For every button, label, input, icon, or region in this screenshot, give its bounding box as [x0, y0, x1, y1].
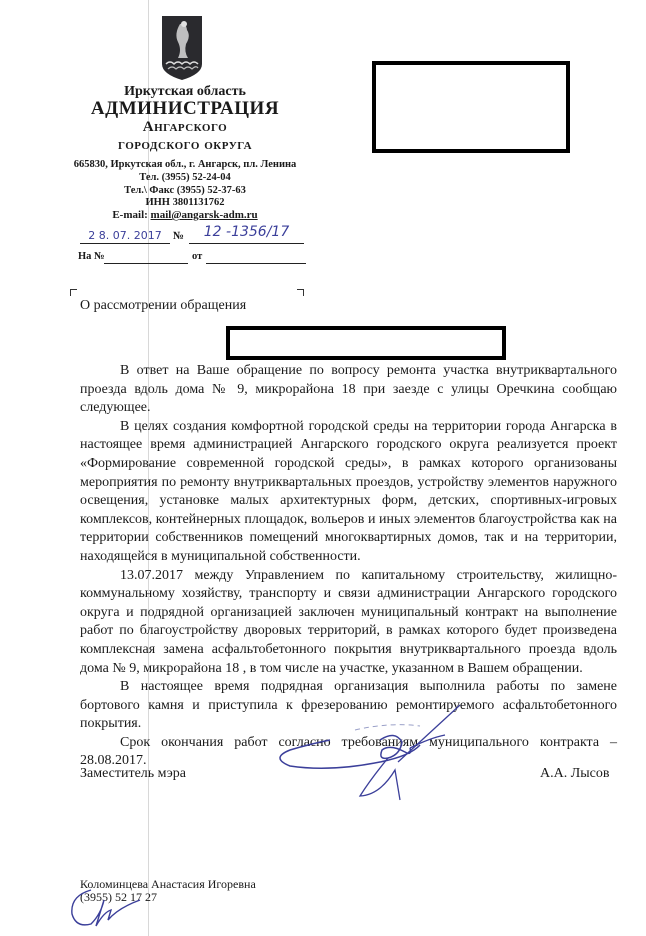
header-email [60, 209, 310, 221]
registration-number: 12 -1356/17 [189, 224, 304, 244]
body-paragraph: 13.07.2017 между Управлением по капитальному строительству, жилищно-коммунальному хозяйству, транспорту и связи администрации Ангарского городского округа и подрядной организацией заключен муниципальный контракт на выполнение работ по благоустройству дворовых территорий, в рамках которого будет произведена комплексная замена асфальтобетонного покрытия внутриквартального проезда вдоль дома № 9, микрорайона 18 , в том числе на участке, указанном в Вашем обращении. [80, 567, 617, 676]
body-paragraph: В настоящее время подрядная организация выполнила работы по замене бортового камня и приступила к фрезерованию ремонтируемого асфальтобетонного покрытия. [80, 679, 617, 732]
executor-phone: (3955) 52 17 27 [80, 890, 157, 904]
header-admin: АДМИНИСТРАЦИЯ [90, 98, 280, 119]
registration-date: 2 8. 07. 2017 [80, 229, 170, 244]
header-fax: Тел.\ Факс (3955) 52-37-63 [124, 185, 246, 196]
executor-name: Коломинцева Анастасия Игоревна [80, 877, 256, 891]
header-address: 665830, Иркутская обл., г. Ангарск, пл. Ленина [73, 159, 297, 170]
signatory-name: А.А. Лысов [540, 766, 610, 781]
body-paragraph: Срок окончания работ согласно требованиям муниципального контракта – 28.08.2017. [80, 734, 617, 769]
header-phone: Тел. (3955) 52-24-04 [139, 172, 231, 183]
number-label: № [173, 230, 185, 242]
ref-number-line [104, 263, 188, 264]
executor-signature-icon [66, 886, 141, 934]
subject-corner-right [297, 289, 304, 296]
email-label: E-mail: [112, 209, 151, 221]
redacted-addressee [372, 61, 570, 153]
subject-corner-left [70, 289, 77, 296]
header-region: Иркутская область [124, 84, 246, 99]
signatory-title: Заместитель мэра [80, 766, 186, 781]
ref-number-label: На № [78, 251, 105, 262]
ref-date-line [206, 263, 306, 264]
signature-icon [270, 700, 470, 810]
email-link[interactable]: mail@angarsk-adm.ru [150, 209, 258, 221]
redacted-salutation [226, 326, 506, 360]
header-inn: ИНН 3801131762 [145, 197, 225, 208]
header-city: Ангарского [142, 119, 228, 135]
ref-date-label: от [192, 251, 203, 262]
body-paragraph: В целях создания комфортной городской среды на территории города Ангарска в настоящее время администрацией Ангарского городского округа реализуется проект «Формирование современной городской среды», в рамках которого организованы мероприятия по ремонту внутриквартальных проездов, устройству элементов наружного освещения, установке малых архитектурных форм, детских, спортивных-игровых комплексов, контейнерных площадок, вольеров и иных элементов благоустройства как на территории собственников помещений многоквартирных домов, так и на территории, находящейся в муниципальной собственности. [80, 418, 617, 564]
letter-subject: О рассмотрении обращения [80, 298, 247, 313]
header-district: городского округа [117, 137, 253, 153]
coat-of-arms-icon [160, 14, 204, 82]
body-paragraph: В ответ на Ваше обращение по вопросу ремонта участка внутриквартального проезда вдоль дома № 9, микрорайона 18 при заезде с улицы Оречкина сообщаю следующее. [80, 363, 617, 416]
